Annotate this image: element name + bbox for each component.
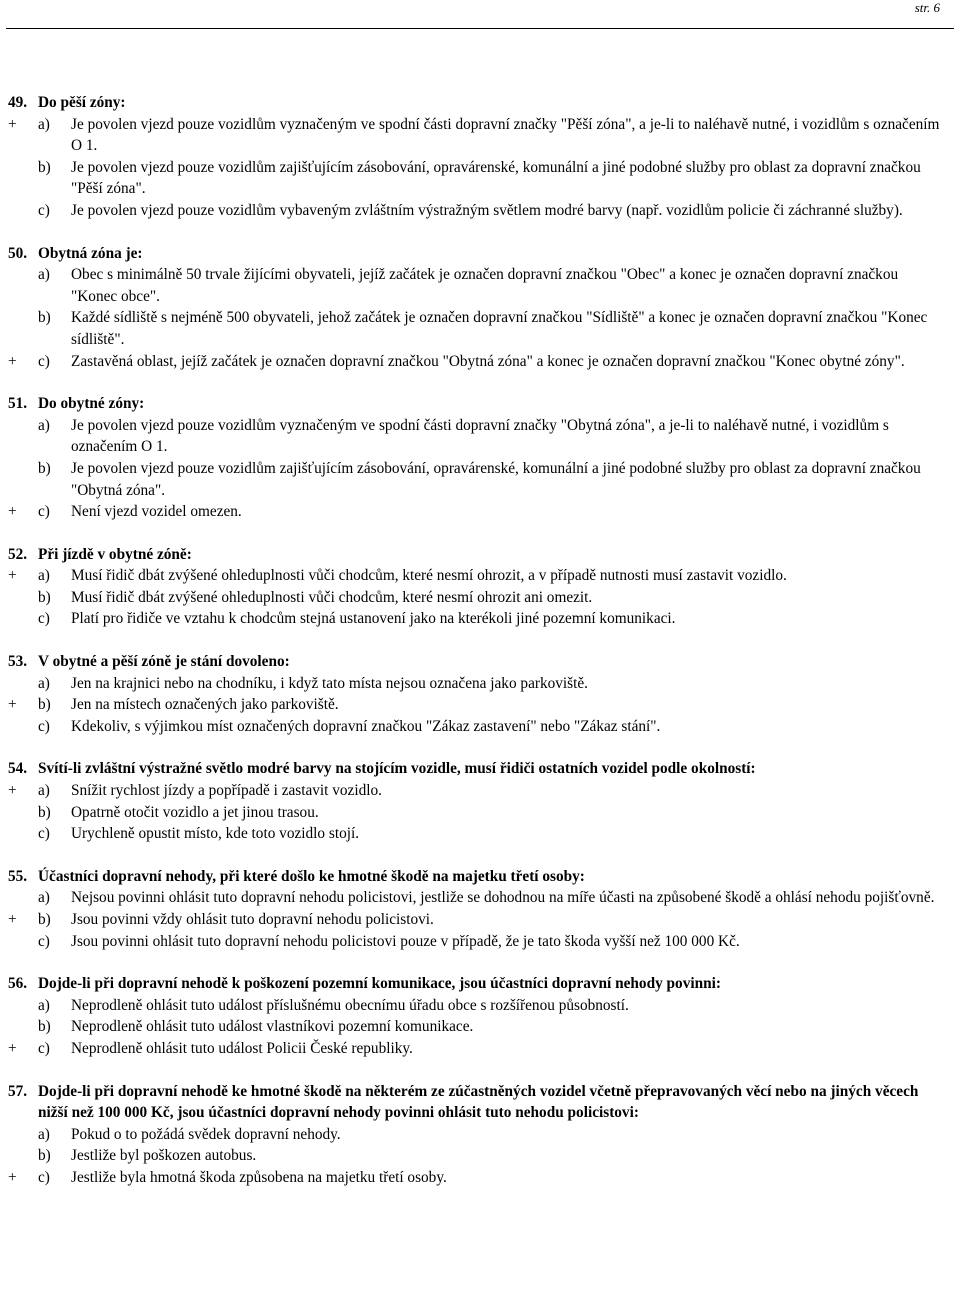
- correct-answer-mark: [0, 608, 38, 630]
- answer-letter: a): [38, 674, 50, 692]
- correct-answer-mark: +: [8, 115, 17, 133]
- question-header: [0, 866, 960, 888]
- answer-text: Jsou povinni vždy ohlásit tuto dopravní nehodu policistovi.: [71, 911, 434, 928]
- answer-letter: b): [38, 459, 51, 477]
- header-rule: [6, 28, 954, 29]
- answer-letter: c): [38, 1168, 50, 1186]
- question-block: [0, 243, 960, 373]
- question-text: Do obytné zóny:: [38, 395, 145, 413]
- question-block: [0, 973, 960, 1059]
- question-number: 49.: [8, 94, 28, 111]
- correct-answer-mark: +: [8, 567, 17, 585]
- answer-letter: a): [38, 1125, 50, 1143]
- answer-option: [0, 200, 960, 222]
- answer-option: [0, 823, 960, 845]
- question-header: [0, 1081, 960, 1124]
- question-text: Účastníci dopravní nehody, při které došlo ke hmotné škodě na majetku třetí osoby:: [38, 867, 585, 885]
- question-text: V obytné a pěší zóně je stání dovoleno:: [38, 653, 290, 671]
- page-number: str. 6: [914, 0, 940, 15]
- answer-option: [0, 114, 960, 157]
- question-header: [0, 393, 960, 415]
- answer-letter: b): [38, 309, 51, 327]
- answer-letter: a): [38, 266, 50, 284]
- question-text: Dojde-li při dopravní nehodě ke hmotné škodě na některém ze zúčastněných vozidel včetně přepravovaných věcí nebo na jiných věcech nižší než 100 000 Kč, jsou účastníci dopravní nehody povinni ohlásit tuto nehodu policistovi:: [38, 1082, 919, 1122]
- answer-list: [0, 887, 960, 952]
- answer-letter: c): [38, 503, 50, 521]
- answer-option: [0, 264, 960, 307]
- answer-option: [0, 716, 960, 738]
- answer-list: [0, 995, 960, 1060]
- correct-answer-mark: +: [8, 503, 17, 521]
- question-header: [0, 92, 960, 114]
- answer-letter: a): [38, 416, 50, 434]
- answer-option: [0, 587, 960, 609]
- correct-answer-mark: [0, 458, 38, 501]
- correct-answer-mark: +: [8, 782, 17, 800]
- question-block: [0, 651, 960, 737]
- question-header: [0, 973, 960, 995]
- question-text: Dojde-li při dopravní nehodě k poškození pozemní komunikace, jsou účastníci dopravní nehody povinni:: [38, 975, 721, 993]
- correct-answer-mark: [0, 931, 38, 953]
- correct-answer-mark: [0, 1145, 38, 1167]
- answer-text: Je povolen vjezd pouze vozidlům zajišťujícím zásobování, opravárenské, komunální a jiné podobné služby pro oblast za dopravní značkou "Obytná zóna".: [71, 459, 921, 499]
- question-number: 56.: [8, 975, 28, 993]
- answer-text: Jestliže byl poškozen autobus.: [71, 1147, 257, 1165]
- answer-option: [0, 1145, 960, 1167]
- answer-letter: b): [38, 1147, 51, 1165]
- answer-letter: c): [38, 201, 50, 219]
- question-list: [0, 92, 960, 1210]
- answer-text: Obec s minimálně 50 trvale žijícími obyvateli, jejíž začátek je označen dopravní značkou "Obec" a konec je označen dopravní značkou "Konec obce".: [71, 266, 899, 305]
- answer-letter: a): [38, 567, 50, 585]
- answer-text: Musí řidič dbát zvýšené ohleduplnosti vůči chodcům, které nesmí ohrozit ani omezit.: [71, 588, 593, 606]
- question-block: [0, 1081, 960, 1189]
- correct-answer-mark: [0, 264, 38, 307]
- answer-text: Pokud o to požádá svědek dopravní nehody.: [71, 1125, 341, 1143]
- correct-answer-mark: [0, 587, 38, 609]
- answer-option: [0, 887, 960, 909]
- question-number: 53.: [8, 653, 28, 671]
- question-number: 54.: [8, 760, 28, 778]
- answer-option: [0, 307, 960, 350]
- answer-option: [0, 157, 960, 200]
- question-text: Svítí-li zvláštní výstražné světlo modré barvy na stojícím vozidle, musí řidiči ostatních vozidel podle okolností:: [38, 760, 756, 778]
- answer-list: [0, 565, 960, 630]
- answer-option: [0, 673, 960, 695]
- answer-text: Neprodleně ohlásit tuto událost vlastníkovi pozemní komunikace.: [71, 1018, 474, 1036]
- answer-letter: a): [38, 782, 50, 800]
- answer-text: Kdekoliv, s výjimkou míst označených dopravní značkou "Zákaz zastavení" nebo "Zákaz stání".: [71, 717, 661, 735]
- question-number: 52.: [8, 545, 28, 563]
- answer-list: [0, 415, 960, 523]
- answer-letter: c): [38, 932, 50, 950]
- answer-text: Neprodleně ohlásit tuto událost Policii České republiky.: [71, 1039, 413, 1057]
- answer-option: [0, 1038, 960, 1060]
- answer-text: Jen na místech označených jako parkoviště.: [71, 696, 339, 714]
- answer-text: Jen na krajnici nebo na chodníku, i když tato místa nejsou označena jako parkoviště.: [71, 674, 588, 692]
- question-block: [0, 544, 960, 630]
- answer-text: Neprodleně ohlásit tuto událost příslušnému obecnímu úřadu obce s rozšířenou působností.: [71, 996, 629, 1014]
- correct-answer-mark: +: [8, 1039, 17, 1057]
- answer-option: [0, 458, 960, 501]
- question-number: 55.: [8, 867, 28, 885]
- answer-letter: b): [38, 158, 51, 176]
- question-header: [0, 758, 960, 780]
- correct-answer-mark: [0, 415, 38, 458]
- answer-option: [0, 565, 960, 587]
- question-block: [0, 92, 960, 222]
- answer-letter: c): [38, 717, 50, 735]
- answer-text: Je povolen vjezd pouze vozidlům vyznačeným ve spodní části dopravní značky "Pěší zóna", a je-li to naléhavě nutné, i vozidlům s označením O 1.: [71, 115, 940, 155]
- correct-answer-mark: [0, 673, 38, 695]
- question-number: 50.: [8, 244, 28, 262]
- answer-option: [0, 909, 960, 931]
- answer-option: [0, 608, 960, 630]
- answer-option: [0, 415, 960, 458]
- answer-letter: c): [38, 825, 50, 843]
- answer-list: [0, 1124, 960, 1189]
- answer-option: [0, 1016, 960, 1038]
- question-text: Do pěší zóny:: [38, 94, 126, 111]
- answer-text: Je povolen vjezd pouze vozidlům vyznačeným ve spodní části dopravní značky "Obytná zóna", a je-li to naléhavě nutné, i vozidlům s označením O 1.: [71, 416, 889, 456]
- answer-list: [0, 264, 960, 372]
- answer-text: Každé sídliště s nejméně 500 obyvateli, jehož začátek je označen dopravní značkou "Sídliště" a konec je označen dopravní značkou "Konec sídliště".: [71, 309, 928, 348]
- correct-answer-mark: [0, 1124, 38, 1146]
- correct-answer-mark: [0, 802, 38, 824]
- answer-option: [0, 780, 960, 802]
- answer-text: Snížit rychlost jízdy a popřípadě i zastavit vozidlo.: [71, 782, 382, 800]
- answer-text: Jestliže byla hmotná škoda způsobena na majetku třetí osoby.: [71, 1168, 447, 1186]
- answer-text: Není vjezd vozidel omezen.: [71, 503, 242, 521]
- question-header: [0, 651, 960, 673]
- answer-text: Zastavěná oblast, jejíž začátek je označen dopravní značkou "Obytná zóna" a konec je označen dopravní značkou "Konec obytné zóny".: [71, 352, 905, 370]
- answer-option: [0, 1167, 960, 1189]
- answer-option: [0, 995, 960, 1017]
- answer-text: Platí pro řidiče ve vztahu k chodcům stejná ustanovení jako na kterékoli jiné pozemní komunikaci.: [71, 610, 676, 628]
- answer-text: Opatrně otočit vozidlo a jet jinou trasou.: [71, 803, 319, 821]
- question-number: 51.: [8, 395, 28, 413]
- correct-answer-mark: +: [8, 696, 17, 714]
- answer-letter: b): [38, 1018, 51, 1036]
- answer-text: Musí řidič dbát zvýšené ohleduplnosti vůči chodcům, které nesmí ohrozit, a v případě nutnosti musí zastavit vozidlo.: [71, 567, 787, 585]
- answer-letter: b): [38, 803, 51, 821]
- answer-text: Urychleně opustit místo, kde toto vozidlo stojí.: [71, 825, 360, 843]
- answer-letter: b): [38, 911, 51, 928]
- correct-answer-mark: [0, 887, 38, 909]
- answer-letter: b): [38, 696, 51, 714]
- correct-answer-mark: +: [8, 1168, 17, 1186]
- correct-answer-mark: [0, 157, 38, 200]
- question-number: 57.: [8, 1082, 28, 1100]
- answer-text: Je povolen vjezd pouze vozidlům vybaveným zvláštním výstražným světlem modré barvy (např. vozidlům policie či záchranné služby).: [71, 201, 903, 219]
- answer-text: Je povolen vjezd pouze vozidlům zajišťujícím zásobování, opravárenské, komunální a jiné podobné služby pro oblast za dopravní značkou "Pěší zóna".: [71, 158, 921, 198]
- answer-letter: a): [38, 115, 50, 133]
- answer-list: [0, 114, 960, 222]
- answer-option: [0, 694, 960, 716]
- answer-option: [0, 802, 960, 824]
- answer-letter: c): [38, 1039, 50, 1057]
- answer-letter: a): [38, 996, 50, 1014]
- answer-text: Jsou povinni ohlásit tuto dopravní nehodu policistovi pouze v případě, že je tato škoda vyšší než 100 000 Kč.: [71, 932, 740, 950]
- question-block: [0, 393, 960, 523]
- answer-list: [0, 673, 960, 738]
- answer-option: [0, 931, 960, 953]
- answer-option: [0, 1124, 960, 1146]
- question-header: [0, 243, 960, 265]
- correct-answer-mark: +: [8, 352, 17, 370]
- answer-letter: b): [38, 588, 51, 606]
- correct-answer-mark: [0, 716, 38, 738]
- answer-text: Nejsou povinni ohlásit tuto dopravní nehodu policistovi, jestliže se dohodnou na míře účasti na způsobené škodě a ohlásí nehodu pojišťovně.: [71, 889, 935, 907]
- answer-letter: a): [38, 889, 50, 907]
- answer-letter: c): [38, 610, 50, 628]
- correct-answer-mark: [0, 200, 38, 222]
- correct-answer-mark: [0, 307, 38, 350]
- correct-answer-mark: [0, 995, 38, 1017]
- answer-option: [0, 351, 960, 373]
- answer-letter: c): [38, 352, 50, 370]
- question-text: Při jízdě v obytné zóně:: [38, 545, 192, 563]
- correct-answer-mark: [0, 1016, 38, 1038]
- correct-answer-mark: [0, 823, 38, 845]
- answer-list: [0, 780, 960, 845]
- answer-option: [0, 501, 960, 523]
- question-header: [0, 544, 960, 566]
- correct-answer-mark: +: [8, 911, 17, 928]
- question-block: [0, 758, 960, 844]
- question-text: Obytná zóna je:: [38, 244, 143, 262]
- question-block: [0, 866, 960, 952]
